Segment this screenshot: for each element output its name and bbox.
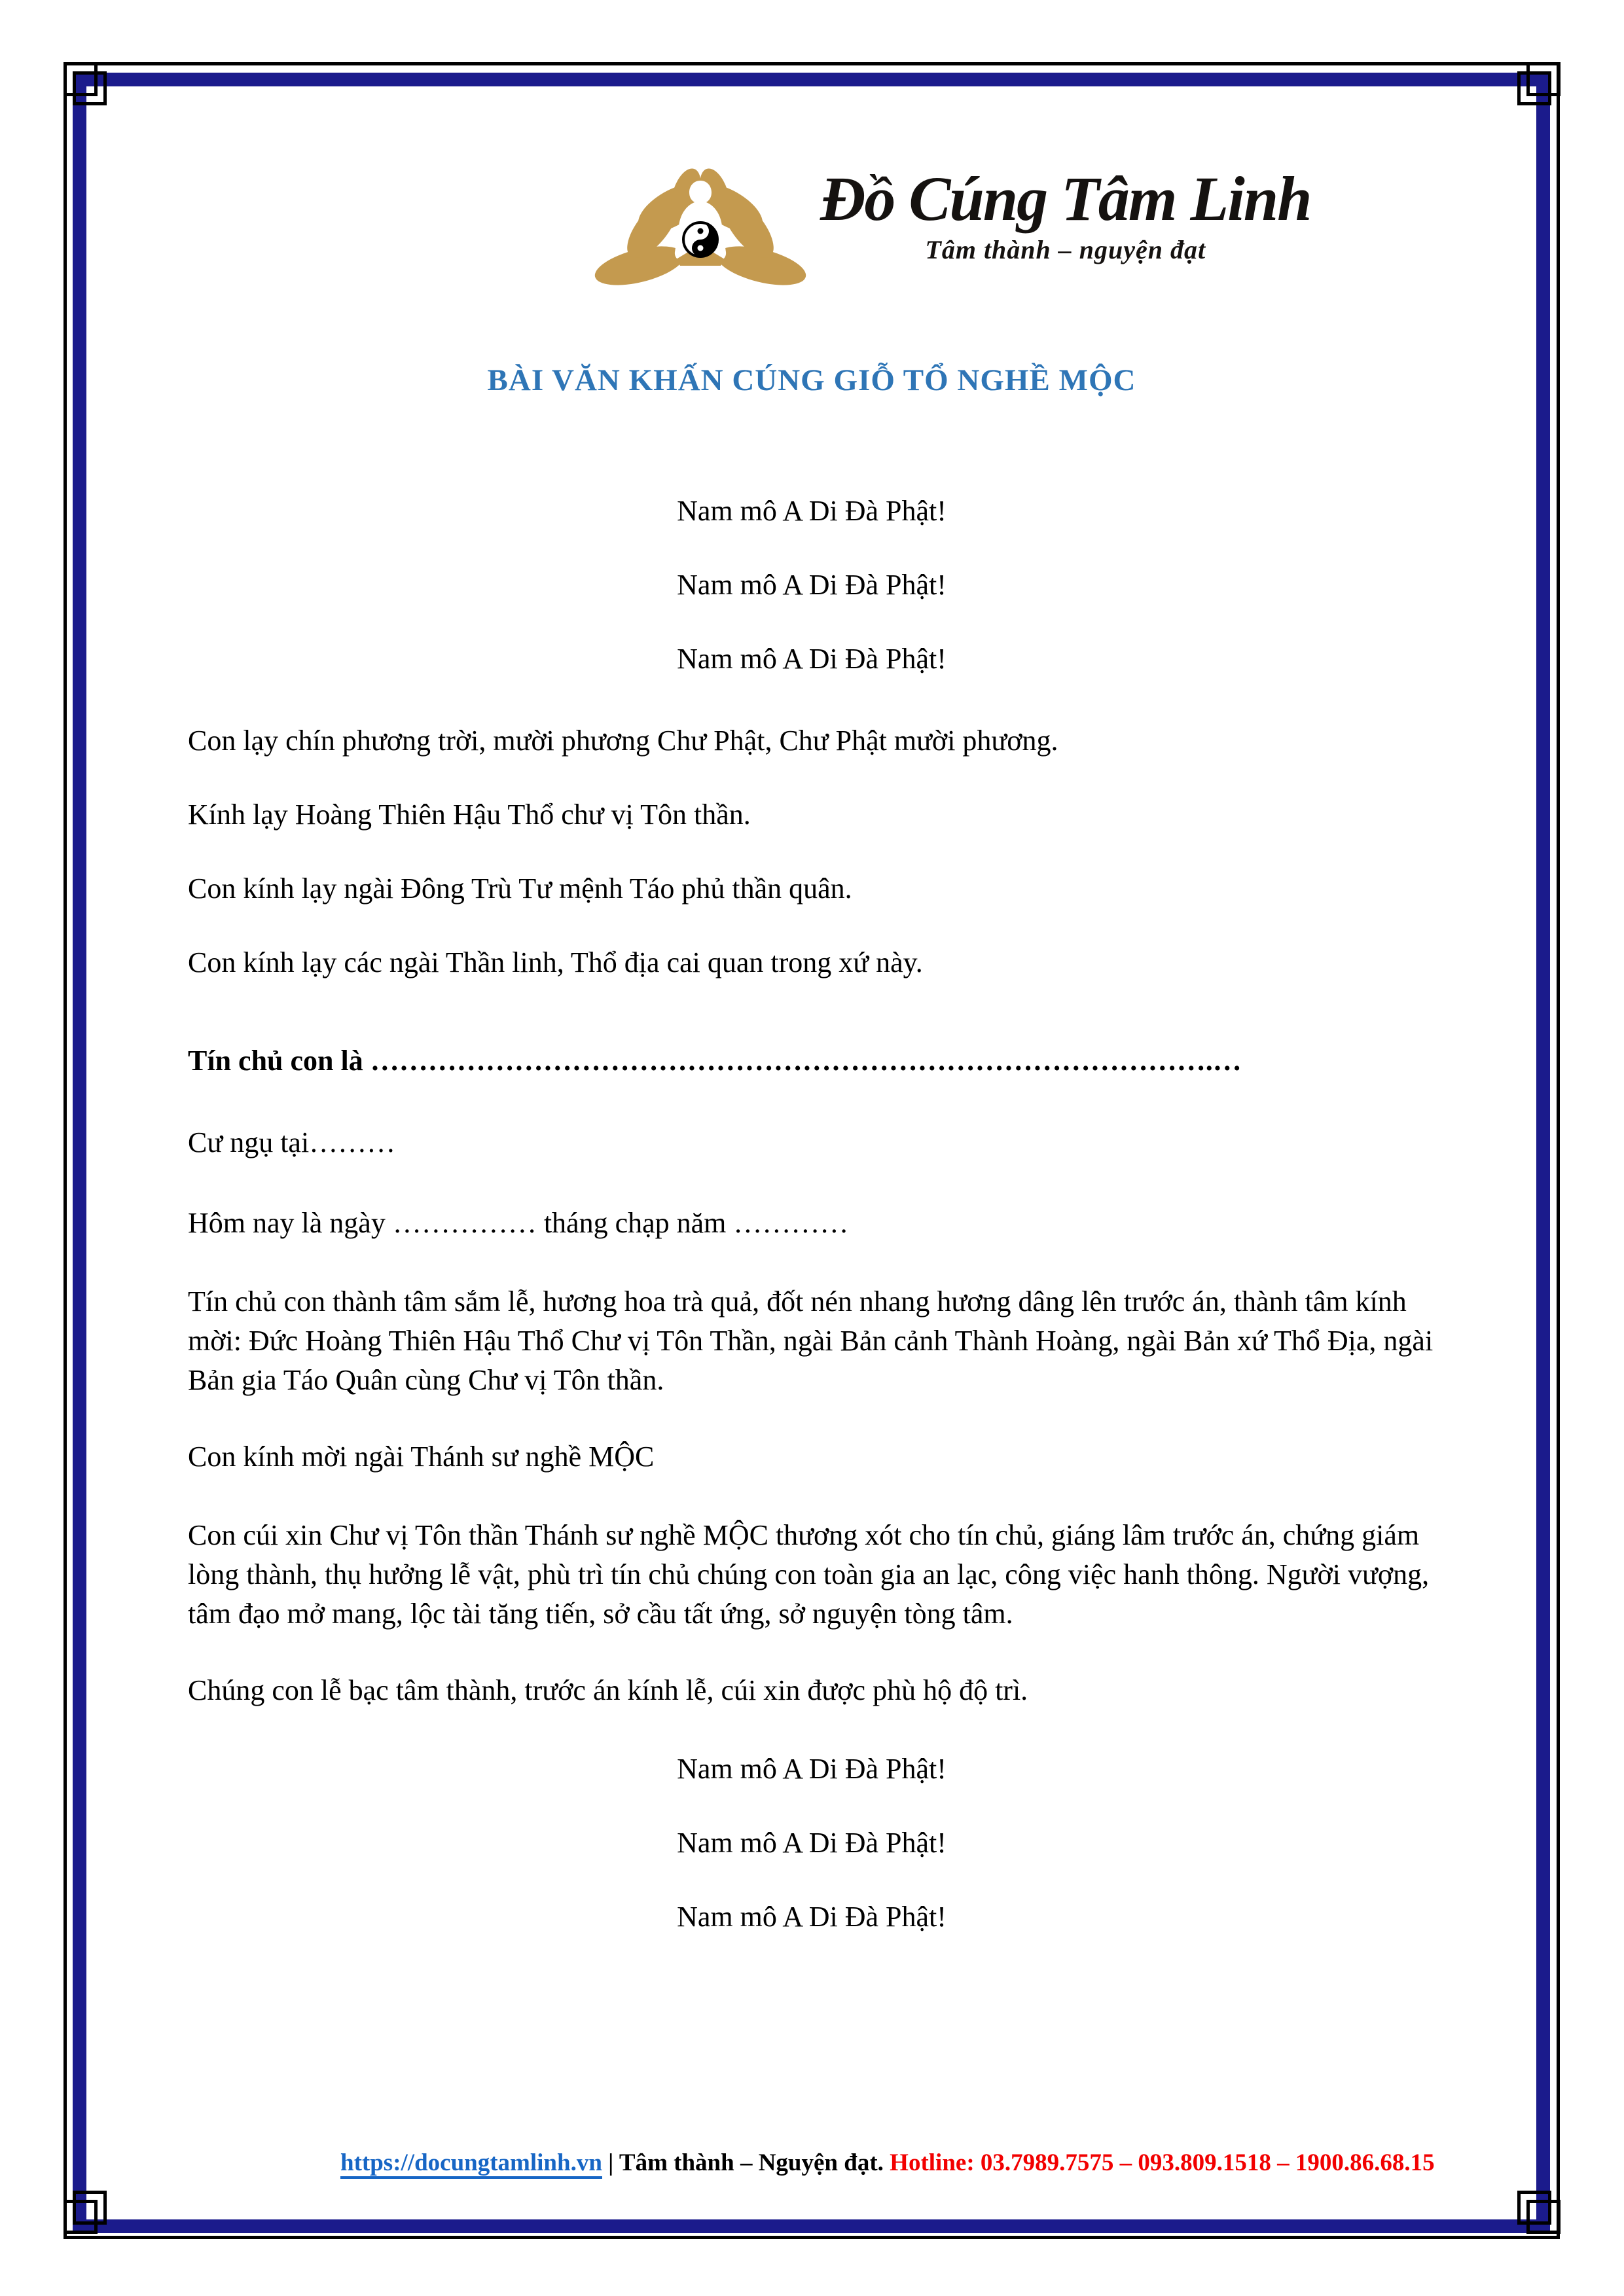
footer-separator: | — [602, 2149, 619, 2176]
lotus-icon — [592, 162, 808, 290]
brand-slogan: Tâm thành – nguyện đạt — [925, 235, 1206, 264]
prayer-paragraph: Con kính lạy ngài Đông Trù Tư mệnh Táo phủ thần quân. — [188, 872, 852, 905]
prayer-paragraph: Con kính mời ngài Thánh sư nghề MỘC — [188, 1441, 655, 1473]
website-link[interactable]: https://docungtamlinh.vn — [340, 2149, 602, 2179]
prayer-paragraph: Chúng con lễ bạc tâm thành, trước án kính lễ, cúi xin được phù hộ độ trì. — [188, 1674, 1028, 1706]
corner-square-icon — [1517, 2191, 1551, 2225]
chant-line: Nam mô A Di Đà Phật! — [677, 1901, 947, 1933]
chant-line: Nam mô A Di Đà Phật! — [677, 643, 947, 675]
corner-square-icon — [73, 71, 107, 105]
footer-hotline: Hotline: 03.7989.7575 – 093.809.1518 – 1900.86.68.15 — [883, 2149, 1435, 2176]
brand-logo — [592, 162, 1311, 290]
fill-in-name-line: Tín chủ con là …………………………………………………………………………….… — [188, 1045, 1242, 1077]
fill-in-address-line: Cư ngụ tại……… — [188, 1126, 396, 1158]
chant-line: Nam mô A Di Đà Phật! — [677, 569, 947, 601]
corner-square-icon — [73, 2191, 107, 2225]
prayer-paragraph: Kính lạy Hoàng Thiên Hậu Thổ chư vị Tôn thần. — [188, 798, 751, 831]
chant-line: Nam mô A Di Đà Phật! — [677, 1753, 947, 1785]
prayer-paragraph: Con cúi xin Chư vị Tôn thần Thánh sư nghề MỘC thương xót cho tín chủ, giáng lâm trước án, chứng giám lòng thành, thụ hưởng lễ vật, phù trì tín chủ chúng con toàn gia an lạc, công việc hanh thông. Người vượng, tâm đạo mở mang, lộc tài tăng tiến, sở cầu tất ứng, sở nguyện tòng tâm. — [188, 1519, 1430, 1630]
prayer-paragraph: Con kính lạy các ngài Thần linh, Thổ địa cai quan trong xứ này. — [188, 946, 923, 978]
prayer-paragraph: Con lạy chín phương trời, mười phương Chư Phật, Chư Phật mười phương. — [188, 725, 1058, 757]
footer-tagline: Tâm thành – Nguyện đạt. — [619, 2149, 884, 2176]
brand-name: Đồ Cúng Tâm Linh — [820, 164, 1311, 234]
chant-line: Nam mô A Di Đà Phật! — [677, 1827, 947, 1859]
prayer-paragraph: Tín chủ con thành tâm sắm lễ, hương hoa trà quả, đốt nén nhang hương dâng lên trước án, thành tâm kính mời: Đức Hoàng Thiên Hậu Thổ Chư vị Tôn Thần, ngài Bản cảnh Thành Hoàng, ngài Bản xứ Thổ Địa, ngài Bản gia Táo Quân cùng Chư vị Tôn thần. — [188, 1285, 1434, 1396]
page-title: BÀI VĂN KHẤN CÚNG GIỖ TỔ NGHỀ MỘC — [487, 363, 1136, 397]
page-footer — [340, 2149, 1435, 2177]
chant-line: Nam mô A Di Đà Phật! — [677, 495, 947, 527]
corner-square-icon — [1517, 71, 1551, 105]
fill-in-date-line: Hôm nay là ngày …………… tháng chạp năm ………… — [188, 1207, 849, 1239]
